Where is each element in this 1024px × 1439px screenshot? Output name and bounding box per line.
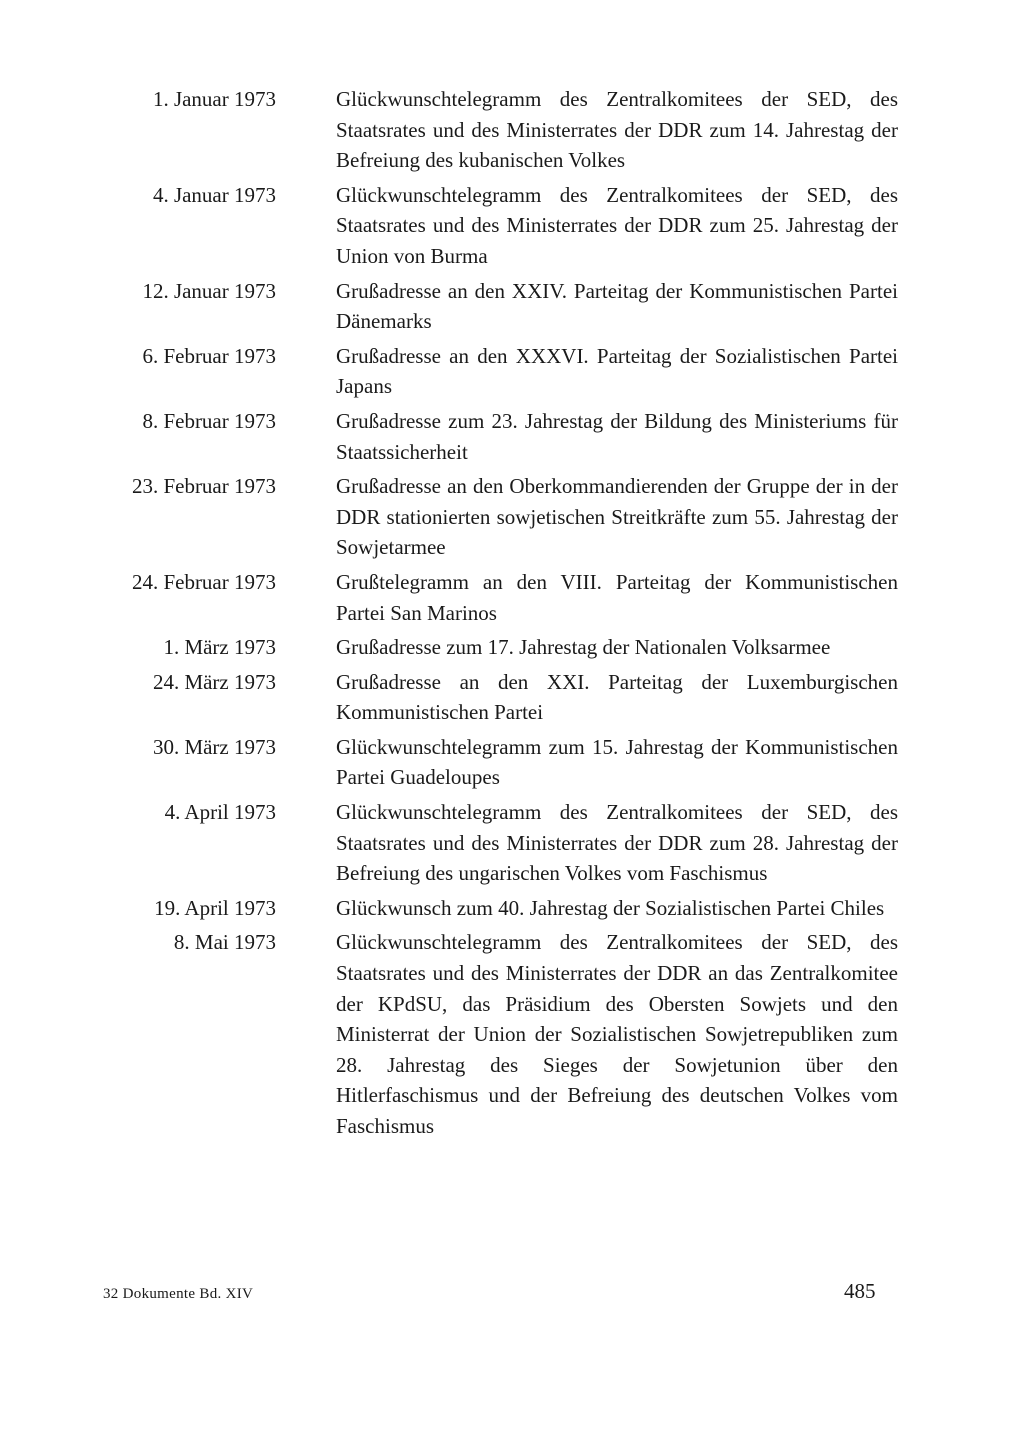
entry-date: 4. Januar 1973 xyxy=(152,182,276,207)
entry-date: 8. Februar 1973 xyxy=(142,408,276,433)
entry-text: Grußadresse an den XXIV. Parteitag der Kommunistischen Partei Dänemarks xyxy=(336,278,898,334)
entry-date: 24. Februar 1973 xyxy=(131,569,276,594)
entry-date: 30. März 1973 xyxy=(152,734,276,759)
entry-text: Grußtelegramm an den VIII. Parteitag der Kommunistischen Partei San Marinos xyxy=(336,569,898,625)
chronology-entry xyxy=(100,341,900,402)
entry-date: 1. Januar 1973 xyxy=(152,87,276,111)
entry-text: Glückwunsch zum 40. Jahrestag der Sozialistischen Partei Chiles xyxy=(336,895,885,920)
entry-date: 23. Februar 1973 xyxy=(131,474,276,499)
chronology-entry xyxy=(100,797,900,889)
entry-date: 4. April 1973 xyxy=(164,800,276,825)
entry-date: 8. Mai 1973 xyxy=(173,930,276,955)
chronology-entry xyxy=(100,180,900,272)
entry-date: 6. Februar 1973 xyxy=(142,343,276,368)
chronology-entry xyxy=(100,84,900,176)
chronology-entry xyxy=(100,632,900,663)
chronology-entry xyxy=(100,667,900,728)
entry-text: Grußadresse zum 23. Jahrestag der Bildung des Ministeriums für Staatssicherheit xyxy=(336,408,898,464)
chronology-entry xyxy=(100,471,900,563)
entry-text: Glückwunschtelegramm des Zentralkomitees der SED, des Staatsrates und des Ministerrates der DDR zum 28. Jahrestag der Befreiung des ungarischen Volkes vom Faschismus xyxy=(336,800,898,886)
chronology-list xyxy=(100,84,900,1146)
entry-text: Glückwunschtelegramm des Zentralkomitees der SED, des Staatsrates und des Ministerrates der DDR zum 25. Jahrestag der Union von Burma xyxy=(336,182,898,268)
entry-date: 12. Januar 1973 xyxy=(142,278,276,303)
chronology-entry xyxy=(100,406,900,467)
entry-text: Grußadresse an den Oberkommandierenden der Gruppe der in der DDR stationierten sowjetischen Streitkräfte zum 55. Jahrestag der Sowjetarmee xyxy=(336,474,898,560)
chronology-entry xyxy=(100,732,900,793)
entry-text: Grußadresse zum 17. Jahrestag der Nationalen Volksarmee xyxy=(336,635,831,660)
entry-date: 19. April 1973 xyxy=(154,895,276,920)
entry-date: 1. März 1973 xyxy=(163,635,276,660)
entry-text: Glückwunschtelegramm zum 15. Jahrestag der Kommunistischen Partei Guadeloupes xyxy=(336,734,898,790)
chronology-entry xyxy=(100,927,900,1141)
entry-text: Grußadresse an den XXXVI. Parteitag der Sozialistischen Partei Japans xyxy=(336,343,898,399)
chronology-entry xyxy=(100,276,900,337)
chronology-entry xyxy=(100,893,900,924)
entry-date: 24. März 1973 xyxy=(152,669,276,694)
entry-text: Glückwunschtelegramm des Zentralkomitees der SED, des Staatsrates und des Ministerrates der DDR an das Zentralkomitee der KPdSU, das Präsidium des Obersten Sowjets und den Ministerrat der Union der Sozialistischen Sowjetrepubliken zum 28. Jahrestag des Sieges der Sowjetunion über den Hitlerfaschismus und der Befreiung des deutschen Volkes vom Faschismus xyxy=(336,930,898,1138)
chronology-entry xyxy=(100,567,900,628)
entry-text: Glückwunschtelegramm des Zentralkomitees der SED, des Staatsrates und des Ministerrates der DDR zum 14. Jahrestag der Befreiung des kubanischen Volkes xyxy=(336,87,898,173)
entry-text: Grußadresse an den XXI. Parteitag der Luxemburgischen Kommunistischen Partei xyxy=(336,669,898,725)
printer-signature: 32 Dokumente Bd. XIV xyxy=(103,1286,254,1302)
page-number: 485 xyxy=(844,1279,876,1303)
